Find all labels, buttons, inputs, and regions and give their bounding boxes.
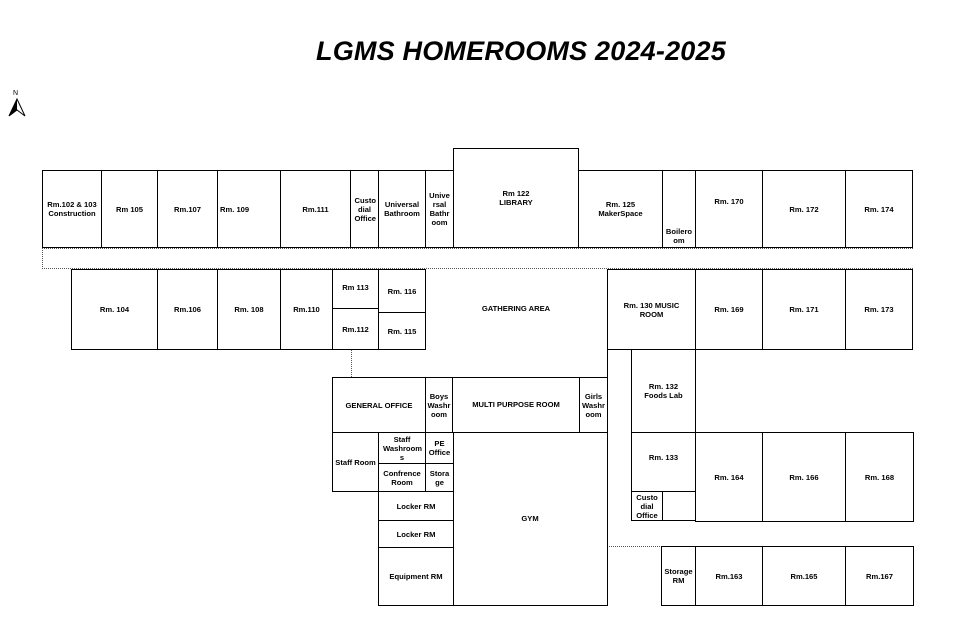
room-label: Locker RM <box>396 529 436 539</box>
room-171[interactable] <box>762 269 846 350</box>
custodial-office-south[interactable] <box>631 491 663 521</box>
room-label: Universal Bathroom <box>384 200 420 218</box>
room-label: Rm.112 <box>342 324 369 334</box>
room-label: Rm. 125 MakerSpace <box>598 200 643 218</box>
boiler-room[interactable] <box>662 170 696 248</box>
room-label: Locker RM <box>396 501 436 511</box>
room-label: Rm.165 <box>790 571 818 581</box>
room-label: Staff Washroom s <box>383 434 422 462</box>
room-110[interactable] <box>280 269 333 350</box>
universal-bathroom-2[interactable] <box>425 170 454 248</box>
conference-room[interactable] <box>378 463 426 492</box>
room-168[interactable] <box>845 432 914 522</box>
room-label: Rm 122 LIBRARY <box>499 189 533 207</box>
hallway-south-divider <box>607 546 662 547</box>
room-label: Unive rsal Bathr oom <box>429 191 450 227</box>
room-172[interactable] <box>762 170 846 248</box>
multipurpose-top-wall <box>425 377 608 378</box>
room-label: Rm. 130 MUSIC ROOM <box>623 300 680 319</box>
room-label: Boilero om <box>665 227 693 245</box>
room-115[interactable] <box>378 312 426 350</box>
room-label: Rm. 104 <box>99 305 130 314</box>
room-164[interactable] <box>695 432 763 522</box>
north-arrow <box>7 90 27 118</box>
room-112[interactable] <box>332 308 379 350</box>
girls-washroom[interactable] <box>579 377 608 433</box>
room-108[interactable] <box>217 269 281 350</box>
equipment-room[interactable] <box>378 547 454 606</box>
room-label: Storage RM <box>664 567 693 585</box>
room-173[interactable] <box>845 269 913 350</box>
room-label: Rm. 116 <box>387 286 417 296</box>
room-122-library[interactable] <box>453 148 579 248</box>
custodial-office-north[interactable] <box>350 170 379 248</box>
room-163[interactable] <box>695 546 763 606</box>
room-132-foods-lab[interactable] <box>631 349 696 433</box>
room-label: Rm. 133 <box>648 453 679 462</box>
room-label: Stora ge <box>429 468 450 487</box>
gathering-area: GATHERING AREA <box>481 304 551 313</box>
room-label: Rm.106 <box>173 305 202 314</box>
room-label: GENERAL OFFICE <box>345 400 413 410</box>
room-label: Rm. 166 <box>789 472 819 482</box>
room-label: Rm.167 <box>865 571 894 581</box>
room-label: Rm. 168 <box>864 472 895 482</box>
map-title: LGMS HOMEROOMS 2024-2025 <box>316 36 726 66</box>
room-102-103[interactable] <box>42 170 102 248</box>
room-label: Rm 105 <box>115 204 144 214</box>
storage-room[interactable] <box>661 546 696 606</box>
gym-east-wall <box>607 350 608 606</box>
room-label: Rm. 172 <box>789 204 819 214</box>
room-133-annex <box>662 491 696 521</box>
room-113[interactable] <box>332 269 379 309</box>
room-label: Boys Washr oom <box>427 391 451 419</box>
room-label: Rm. 109 <box>220 204 250 214</box>
room-106[interactable] <box>157 269 218 350</box>
room-165[interactable] <box>762 546 846 606</box>
room-166[interactable] <box>762 432 846 522</box>
room-label: Rm.107 <box>173 204 202 214</box>
gym-top-wall <box>453 432 608 433</box>
room-130-music[interactable] <box>607 269 696 350</box>
room-label: Rm. 173 <box>864 305 894 314</box>
room-label: Confrence Room <box>383 468 421 487</box>
north-arrow-icon <box>7 98 27 118</box>
staff-room[interactable] <box>332 432 379 492</box>
room-111[interactable] <box>280 170 351 248</box>
room-170[interactable] <box>695 170 763 248</box>
room-label: Rm. 132 Foods Lab <box>644 382 683 400</box>
room-label: Rm. 170 <box>714 197 744 206</box>
room-label: Rm.111 <box>302 204 329 214</box>
staff-washrooms[interactable] <box>378 432 426 464</box>
room-109[interactable] <box>217 170 281 248</box>
room-133[interactable] <box>631 432 696 492</box>
room-label: Rm. 171 <box>789 305 819 314</box>
room-116[interactable] <box>378 269 426 313</box>
room-label: Rm. 174 <box>864 204 894 214</box>
room-104[interactable] <box>71 269 158 350</box>
room-label: Rm. 169 <box>714 305 744 314</box>
storage-small[interactable] <box>425 463 454 492</box>
room-label: Rm.163 <box>715 571 743 581</box>
room-label: Rm. 164 <box>714 472 744 482</box>
room-167[interactable] <box>845 546 914 606</box>
room-107[interactable] <box>157 170 218 248</box>
room-105[interactable] <box>101 170 158 248</box>
room-label: Rm.102 & 103 Construction <box>47 200 97 218</box>
room-label: Rm. 115 <box>387 326 417 336</box>
general-office[interactable] <box>332 377 426 433</box>
gym-label: GYM <box>521 514 539 523</box>
room-label: Staff Room <box>335 457 376 467</box>
room-169[interactable] <box>695 269 763 350</box>
room-label: Rm.110 <box>293 305 320 314</box>
north-label: N <box>13 90 19 97</box>
hallway-connector <box>351 350 352 377</box>
room-125-makerspace[interactable] <box>578 170 663 248</box>
pe-office[interactable] <box>425 432 454 464</box>
locker-room-1[interactable] <box>378 491 454 521</box>
multi-purpose-room: MULTI PURPOSE ROOM <box>472 400 560 409</box>
locker-room-2[interactable] <box>378 520 454 548</box>
hallway-north <box>42 248 913 269</box>
room-label: Equipment RM <box>389 572 443 581</box>
room-label: Rm. 108 <box>234 305 264 314</box>
room-label: Custo dial Office <box>636 492 658 520</box>
room-label: Custo dial Office <box>354 195 377 223</box>
boys-washroom[interactable] <box>425 377 453 433</box>
universal-bathroom-1[interactable] <box>378 170 426 248</box>
room-label: PE Office <box>428 439 451 457</box>
room-174[interactable] <box>845 170 913 248</box>
room-label: Girls Washr oom <box>582 391 605 419</box>
room-label: Rm 113 <box>342 283 369 292</box>
